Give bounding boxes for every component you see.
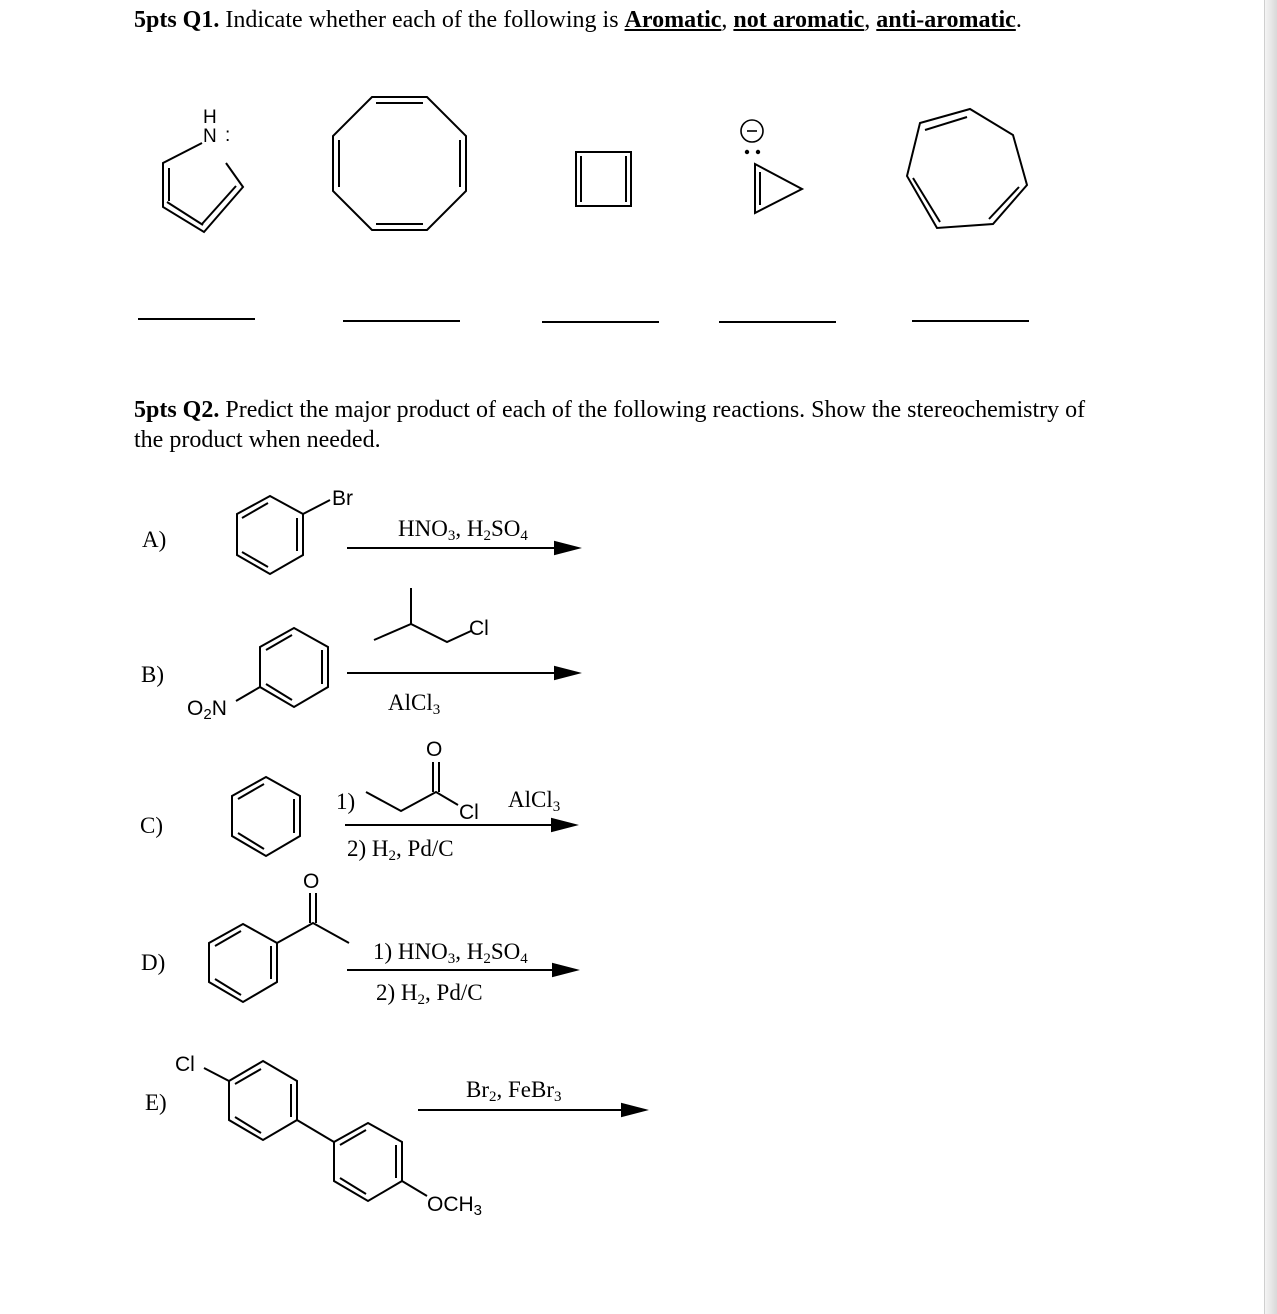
reaction-a-substituent: Br [332,487,353,510]
reaction-b-arene [236,628,328,707]
pyrrole-lone-pair: : [225,125,231,146]
reaction-c-chlorine: Cl [459,801,479,824]
reaction-c-arene [232,777,300,856]
answer-blank-3[interactable] [542,321,659,323]
reaction-b-nitro-group: $O_2N$ [187,697,227,723]
q1-option-aromatic: Aromatic [624,7,722,33]
q2-text: Predict the major product of each of the following reactions. Show the stereochemistry of the product when needed. [134,397,1086,453]
cyclobutadiene-ring [576,152,631,206]
reaction-c-label: C) [140,813,163,838]
cycloheptatriene-ring [907,109,1027,228]
reaction-e-chlorine: Cl [175,1053,195,1076]
reaction-e-reagent: $Br_2$, FeBr$_3$ [466,1077,562,1105]
reaction-a-label: A) [142,527,167,552]
cyclooctatetraene-ring [333,97,466,230]
answer-blank-4[interactable] [719,321,836,323]
answer-blank-2[interactable] [343,320,460,322]
reaction-c-step2: 2) $H_2$, Pd/C [347,836,454,864]
q1-text: Indicate whether each of the following is [219,7,625,33]
reaction-b-halide: Cl [469,617,489,640]
q1-option-anti-aromatic: anti-aromatic [876,7,1016,33]
reaction-b-label: B) [141,662,164,687]
reaction-d-arene [209,924,277,1002]
reaction-e-label: E) [145,1090,167,1115]
pyrrole-h-label: H [203,107,217,128]
reaction-e-methoxy: $OCH_3$ [427,1193,483,1219]
q1-points: 5pts Q1. [134,7,220,33]
reaction-a-reagent: $HNO_3$, $H_2SO_4$ [398,516,528,544]
answer-blank-5[interactable] [912,320,1029,322]
question-2 [134,395,1094,455]
q2-points: 5pts Q2. [134,397,220,423]
reaction-a-arene [237,496,330,574]
reaction-d-label: D) [141,950,166,975]
reaction-d-step2: 2) $H_2$, Pd/C [376,980,483,1008]
pyrrole-n-label: N [203,126,217,147]
reaction-d-step1: 1) $HNO_3$, $H_2SO_4$ [373,939,528,967]
q1-option-not-aromatic: not aromatic [733,7,865,33]
pyrrole-ring [163,143,243,232]
question-1: 5pts Q1. Indicate whether each of the following is Aromatic, not aromatic, anti-aromatic. [134,7,1022,33]
reaction-e-arenes [204,1061,427,1201]
reaction-c-step1: 1) [336,789,356,814]
reaction-c-catalyst: AlCl$_3$ [508,787,561,815]
reaction-c-oxygen: O [426,738,443,761]
reaction-b-catalyst: AlCl$_3$ [388,690,441,718]
reaction-d-oxygen: O [303,870,320,893]
answer-blank-1[interactable] [138,318,255,320]
